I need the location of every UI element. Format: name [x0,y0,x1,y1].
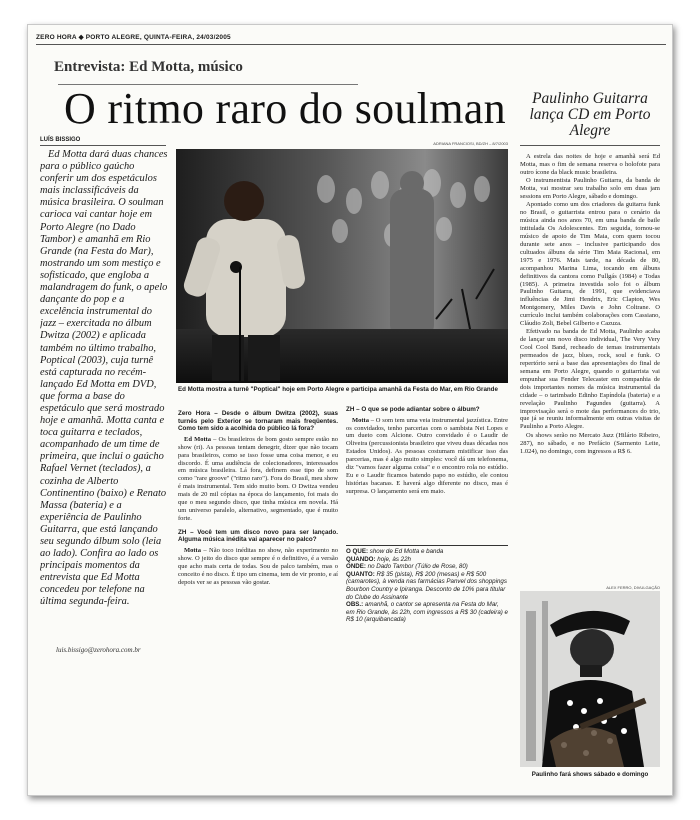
sidebar-paragraph: Apontado como um dos criadores da guitarra funk no Brasil, o guitarrista entrou para o cenário da música ainda nos anos 70, em uma banda de baile intitulada Os Adolescentes. Em seguida, tornou-se músico de apoio de Tim Maia, com quem tocou durante sete anos – inclusive participando dos cultuados álbuns da série Tim Maia Racional, em 1975 e 1976. Mais tarde, na década de 80, acompanhou Marina Lima, tocando em álbuns definitivos da cantora como Fullgás (1984) e Todas (1985). A primeira investida solo foi o álbum Paulinho Guitarra, de 1991, que evidenciava influências de Jimi Hendrix, Eric Clapton, Wes Montgomery, Miles Davis e John Coltrane. O currículo inclui também colaborações com Cassiano, Cláudio Zoli, Bebel Gilberto e Cazuza. [520,201,660,328]
concert-photo [176,149,508,383]
masthead: ZERO HORA ◆ PORTO ALEGRE, QUINTA-FEIRA, 24/03/2005 [36,33,666,45]
interview-question-2: ZH – Você tem um disco novo para ser lançado. Alguma música inédita vai aparecer no palco? [178,528,338,544]
sidebar-paragraph: O instrumentista Paulinho Guitarra, da banda de Motta, vai mostrar seu trabalho solo em duas jam sessions em Porto Alegre, sábado e domingo. [520,177,660,201]
answer-text: – O som tem uma veia instrumental jazzística. Entre os convidados, tenho parcerias com o sambista Nei Lopes e um dueto com Alcione. Outro convidado é o Laudir de Oliveira (percussionista brasileiro que viveu duas décadas nos Estados Unidos). As pessoas costumam mistificar isso das parcerias, mas é algo muito simples: você dá um telefonema, diz "vamos fazer alguma coisa" e o encontro rola no estúdio. Eu e o Laudir ficamos batendo papo no estúdio, ele contou histórias bacanas. E haverá algo diferente no disco, mas é surpresa. O lançamento será em maio. [346,416,508,495]
info-label: OBS.: [346,601,364,609]
sidebar-paragraph: Os shows serão no Mercato Jazz (Hilário Ribeiro, 287), no sábado, e no Prefácio (Sarmento Leite, 1.024), no domingo, com ingressos a R$ 6. [520,431,660,455]
interview-question-1: Zero Hora – Desde o álbum Dwitza (2002), suas turnês pelo Exterior se tornaram mais freqüentes. Como tem sido a acolhida do público lá fora? [178,410,338,433]
info-label: QUANTO: [346,570,375,578]
sidebar-photo-caption: Paulinho fará shows sábado e domingo [531,771,649,778]
interview-answer-3 [346,417,508,496]
byline: LUÍS BISSIGO [40,137,166,146]
sidebar-rule [520,145,660,146]
info-value: no Dado Tambor (Túlio de Rose, 80) [365,563,468,571]
interview-answer-2 [178,547,338,587]
answer-text: – Os brasileiros de bom gosto sempre estão no show (ri). As pessoas tentam denegrir, dizer que não tocam para brasileiros, como se isso fosse uma coisa menor, e eu discordo. É uma audiência de colecionadores, interessados em música brasileira. Lá fora, definem esse tipo de som como "rare groove" ("ritmo raro"). Fora do Brasil, meu show é mais instrumental. Tem sido muito bom. O Dwitza vendeu mais de 20 mil cópias na época do lançamento, foi mais do que o meu segundo disco, que tinha música em novela. Há um universo paralelo, alternativo, segmentado, que é muito forte. [178,435,338,522]
interview-answer-1 [178,436,338,523]
answer-text: – Não toco inéditas no show, não experimento no show. O jeito do disco que sempre é o definitivo, é a versão que acho mais certa de todas. Sou de palco também, mas o conceito é no disco. É tipo um cinema, tem de vir pronto, e aí depois ver se as pessoas vão gostar. [178,546,338,586]
info-value: amanhã, o cantor se apresenta na Festa do Mar, em Rio Grande, às 22h, com ingressos a R$ 30 (cadeira) e R$ 10 (arquibancada) [346,601,508,624]
speaker-name: Ed Motta [184,435,212,443]
info-label: ONDE: [346,563,366,571]
guitarist-photo [520,591,660,767]
sidebar-paragraph: A estrela das noites de hoje e amanhã será Ed Motta, mas o fim de semana reserva o holofote para outro ícone da black music brasileira. [520,153,660,176]
sidebar-article [520,153,660,581]
info-value: R$ 35 (pista), R$ 200 (mesas) e R$ 500 (camarotes), à venda nas farmácias Panvel dos shoppings Bourbon Country e Ipiranga. Desconto de 10% para titular do Clube do Assinante [346,570,507,601]
speaker-name: Motta [184,546,201,554]
sidebar-photo-credit: ALEX FERRO, DIVULGAÇÃO [606,585,660,590]
info-label: O QUE: [346,548,369,555]
info-value: show de Ed Motta e banda [368,548,444,555]
author-email: luis.bissigo@zerohora.com.br [56,646,141,654]
sidebar-paragraph: Efetivado na banda de Ed Motta, Paulinho acaba de lançar um novo disco individual, The Very Very Cool Cool Band, recheado de temas instrumentais permeados de jazz, blues, rock, soul e funk. O repertório será a base das apresentações do final de semana em Porto Alegre, quando o guitarrista vai empunhar sua Fender Telecaster em companhia de dois importantes nomes da música instrumental da cidade – o tarimbado Edinho Espíndola (bateria) e a revelação Paulinho Fagundes (guitarra). A improvisação será o mote das performances do trio, que já se reuniu informalmente em outras visitas de Paulinho a Porto Alegre. [520,328,660,431]
info-price [346,571,508,601]
interview-column-1 [178,404,338,644]
info-when [346,556,508,564]
headline: O ritmo raro do soulman [64,84,506,133]
concert-photo-graphic [176,149,508,383]
info-label: QUANDO: [346,555,376,563]
interview-column-2 [346,406,508,546]
newspaper-page [27,24,673,796]
photo-caption: Ed Motta mostra a turnê "Poptical" hoje em Porto Alegre e participa amanhã da Festa do Mar, em Rio Grande [178,386,498,393]
photo-credit: ADRIANA FRANCIOSI, BD/ZH – 8/7/2003 [433,141,508,146]
info-what [346,548,508,556]
info-notes [346,601,508,624]
intro-text: Ed Motta dará duas chances para o público gaúcho conferir um dos espetáculos mais inclassificáveis da música brasileira. O soulman carioca vai cantar hoje em Porto Alegre (no Dado Tambor) e amanhã em Rio Grande (na Festa do Mar), mostrando um som mestiço e sofisticado, que engloba a malandragem do funk, o apelo dançante do pop e a excelência instrumental do jazz – exercitada no álbum Dwitza (2002) e aplicada também no último trabalho, Poptical (2003), cuja turnê está capturada no recém-lançado Ed Motta em DVD, que forma a base do espetáculo que será mostrado hoje e amanhã. Motta canta e toca guitarra e teclados, acompanhado de um time de primeira, que inclui o gaúcho Rafael Vernet (teclados), a cozinha de Alberto Continentino (baixo) e Renato Massa (bateria) e a experiência de Paulinho Guitarra, que está lançando seu segundo álbum solo (leia ao lado). Confira ao lado os principais momentos da entrevista que Ed Motta concedeu por telefone na última segunda-feira. [40,149,168,608]
info-value: hoje, às 22h [375,555,411,563]
kicker-text: Entrevista: Ed Motta, músico [54,59,243,75]
interview-question-3: ZH – O que se pode adiantar sobre o álbum? [346,406,480,413]
event-info-box [346,545,508,639]
sidebar-title: Paulinho Guitarra lança CD em Porto Alegre [529,90,651,139]
speaker-name: Motta [352,416,369,424]
info-where [346,563,508,571]
guitarist-photo-graphic [520,591,660,767]
